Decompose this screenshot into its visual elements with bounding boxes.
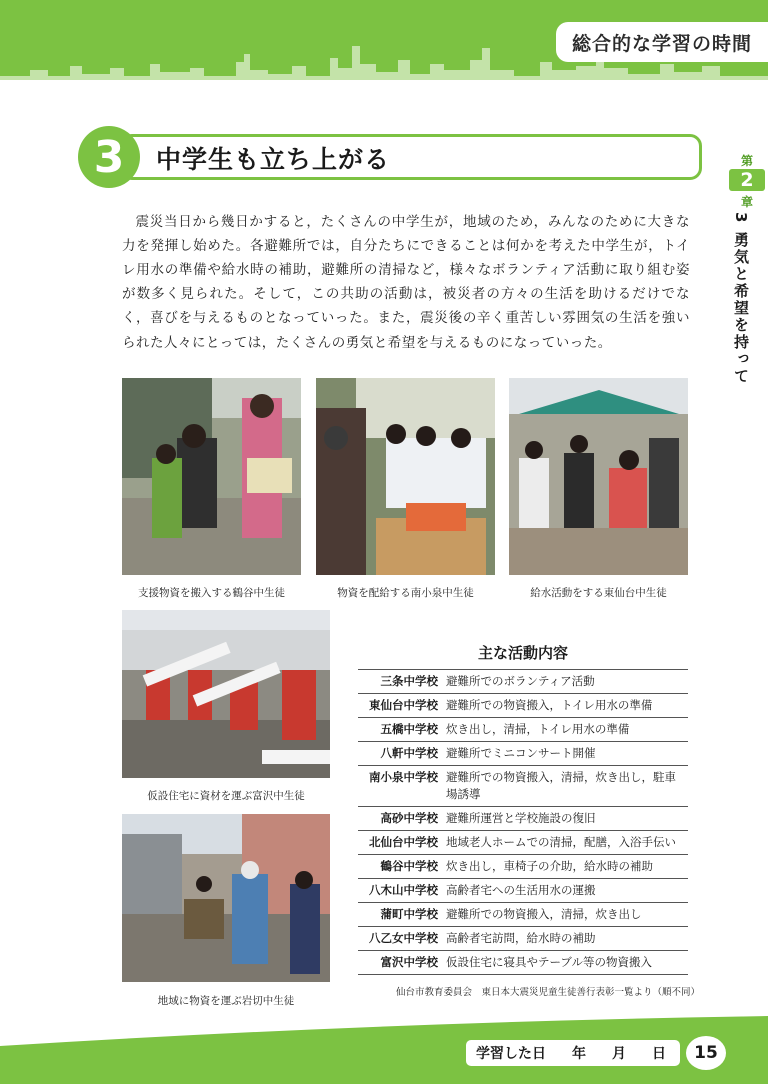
activity-description: 避難所でミニコンサート開催: [444, 742, 688, 766]
table-row: [358, 903, 688, 927]
photo-caption: 給水活動をする東仙台中生徒: [530, 587, 667, 599]
table-row: [358, 927, 688, 951]
table-row: [358, 831, 688, 855]
study-date-box: [466, 1040, 680, 1066]
section-number-badge: 3: [78, 126, 140, 188]
side-section-title: 3 勇気と希望を持って: [732, 212, 750, 385]
activity-description: 炊き出し，清掃，トイレ用水の準備: [444, 718, 688, 742]
school-name: 南小泉中学校: [358, 766, 444, 807]
school-name: 八乙女中学校: [358, 927, 444, 951]
school-name: 八木山中学校: [358, 879, 444, 903]
photo-community-delivery: [122, 814, 330, 982]
body-paragraph: 震災当日から幾日かすると，たくさんの中学生が，地域のため，みんなのために大きな力を発揮し始めた。各避難所では，自分たちにできることは何かを考えた中学生が，トイレ用水の準備や給水時の補助，避難所の清掃など，様々なボランティア活動に取り組む姿が数多く見られた。そして，この共助の活動は，被災者の方々の生活を助けるだけでなく，喜びを与えるものとなっていった。また，震災後の辛く重苦しい雰囲気の生活を強いられた人々にとっては，たくさんの勇気と希望を与えるものになっていった。: [122, 213, 690, 351]
photo-caption: 地域に物資を運ぶ岩切中生徒: [157, 995, 295, 1007]
chapter-index: [730, 152, 764, 210]
photo-supply-distribution: [316, 378, 495, 575]
page-number: 15: [686, 1036, 726, 1070]
activity-description: 避難所での物資搬入，トイレ用水の準備: [444, 694, 688, 718]
subject-tab: [556, 22, 768, 62]
activity-description: 避難所運営と学校施設の復旧: [444, 807, 688, 831]
school-name: 五橋中学校: [358, 718, 444, 742]
photo-water-supply: [509, 378, 688, 575]
school-name: 高砂中学校: [358, 807, 444, 831]
photo-caption: 仮設住宅に資材を運ぶ富沢中生徒: [147, 790, 305, 802]
school-name: 東仙台中学校: [358, 694, 444, 718]
table-row: [358, 742, 688, 766]
photo-supply-delivery: [122, 378, 301, 575]
activity-description: 避難所でのボランティア活動: [444, 670, 688, 694]
activity-description: 高齢者宅への生活用水の運搬: [444, 879, 688, 903]
activity-table-title: 主な活動内容: [477, 644, 568, 662]
month-label: 月: [612, 1046, 626, 1062]
table-row: [358, 879, 688, 903]
activity-description: 避難所での物資搬入，清掃，炊き出し: [444, 903, 688, 927]
activity-table-section: [358, 642, 688, 975]
table-row: [358, 766, 688, 807]
school-name: 蒲町中学校: [358, 903, 444, 927]
source-note: 仙台市教育委員会 東日本大震災児童生徒善行表彰一覧より（順不同）: [396, 987, 701, 998]
school-name: 富沢中学校: [358, 951, 444, 975]
table-row: [358, 670, 688, 694]
school-name: 三条中学校: [358, 670, 444, 694]
activity-description: 炊き出し，車椅子の介助，給水時の補助: [444, 855, 688, 879]
table-row: [358, 855, 688, 879]
school-name: 八軒中学校: [358, 742, 444, 766]
activity-description: 高齢者宅訪問，給水時の補助: [444, 927, 688, 951]
chapter-prefix: 第: [740, 154, 753, 168]
photo-temporary-housing: [122, 610, 330, 778]
table-row: [358, 951, 688, 975]
year-label: 年: [572, 1046, 586, 1062]
photo-caption: 物資を配給する南小泉中生徒: [337, 587, 474, 599]
subject-label: 総合的な学習の時間: [571, 32, 752, 55]
school-name: 北仙台中学校: [358, 831, 444, 855]
photo-caption: 支援物資を搬入する鶴谷中生徒: [138, 587, 285, 599]
section-title: 中学生も立ち上がる: [156, 145, 391, 174]
school-name: 鶴谷中学校: [358, 855, 444, 879]
table-row: [358, 807, 688, 831]
activity-description: 仮設住宅に寝具やテーブル等の物資搬入: [444, 951, 688, 975]
activity-description: 地域老人ホームでの清掃，配膳，入浴手伝い: [444, 831, 688, 855]
chapter-suffix: 章: [740, 195, 753, 209]
chapter-number: 2: [729, 169, 765, 191]
table-row: [358, 718, 688, 742]
study-date-label: 学習した日: [476, 1046, 546, 1062]
table-row: [358, 694, 688, 718]
day-label: 日: [652, 1046, 666, 1062]
activity-table: [358, 669, 688, 975]
activity-description: 避難所での物資搬入，清掃，炊き出し，駐車場誘導: [444, 766, 688, 807]
